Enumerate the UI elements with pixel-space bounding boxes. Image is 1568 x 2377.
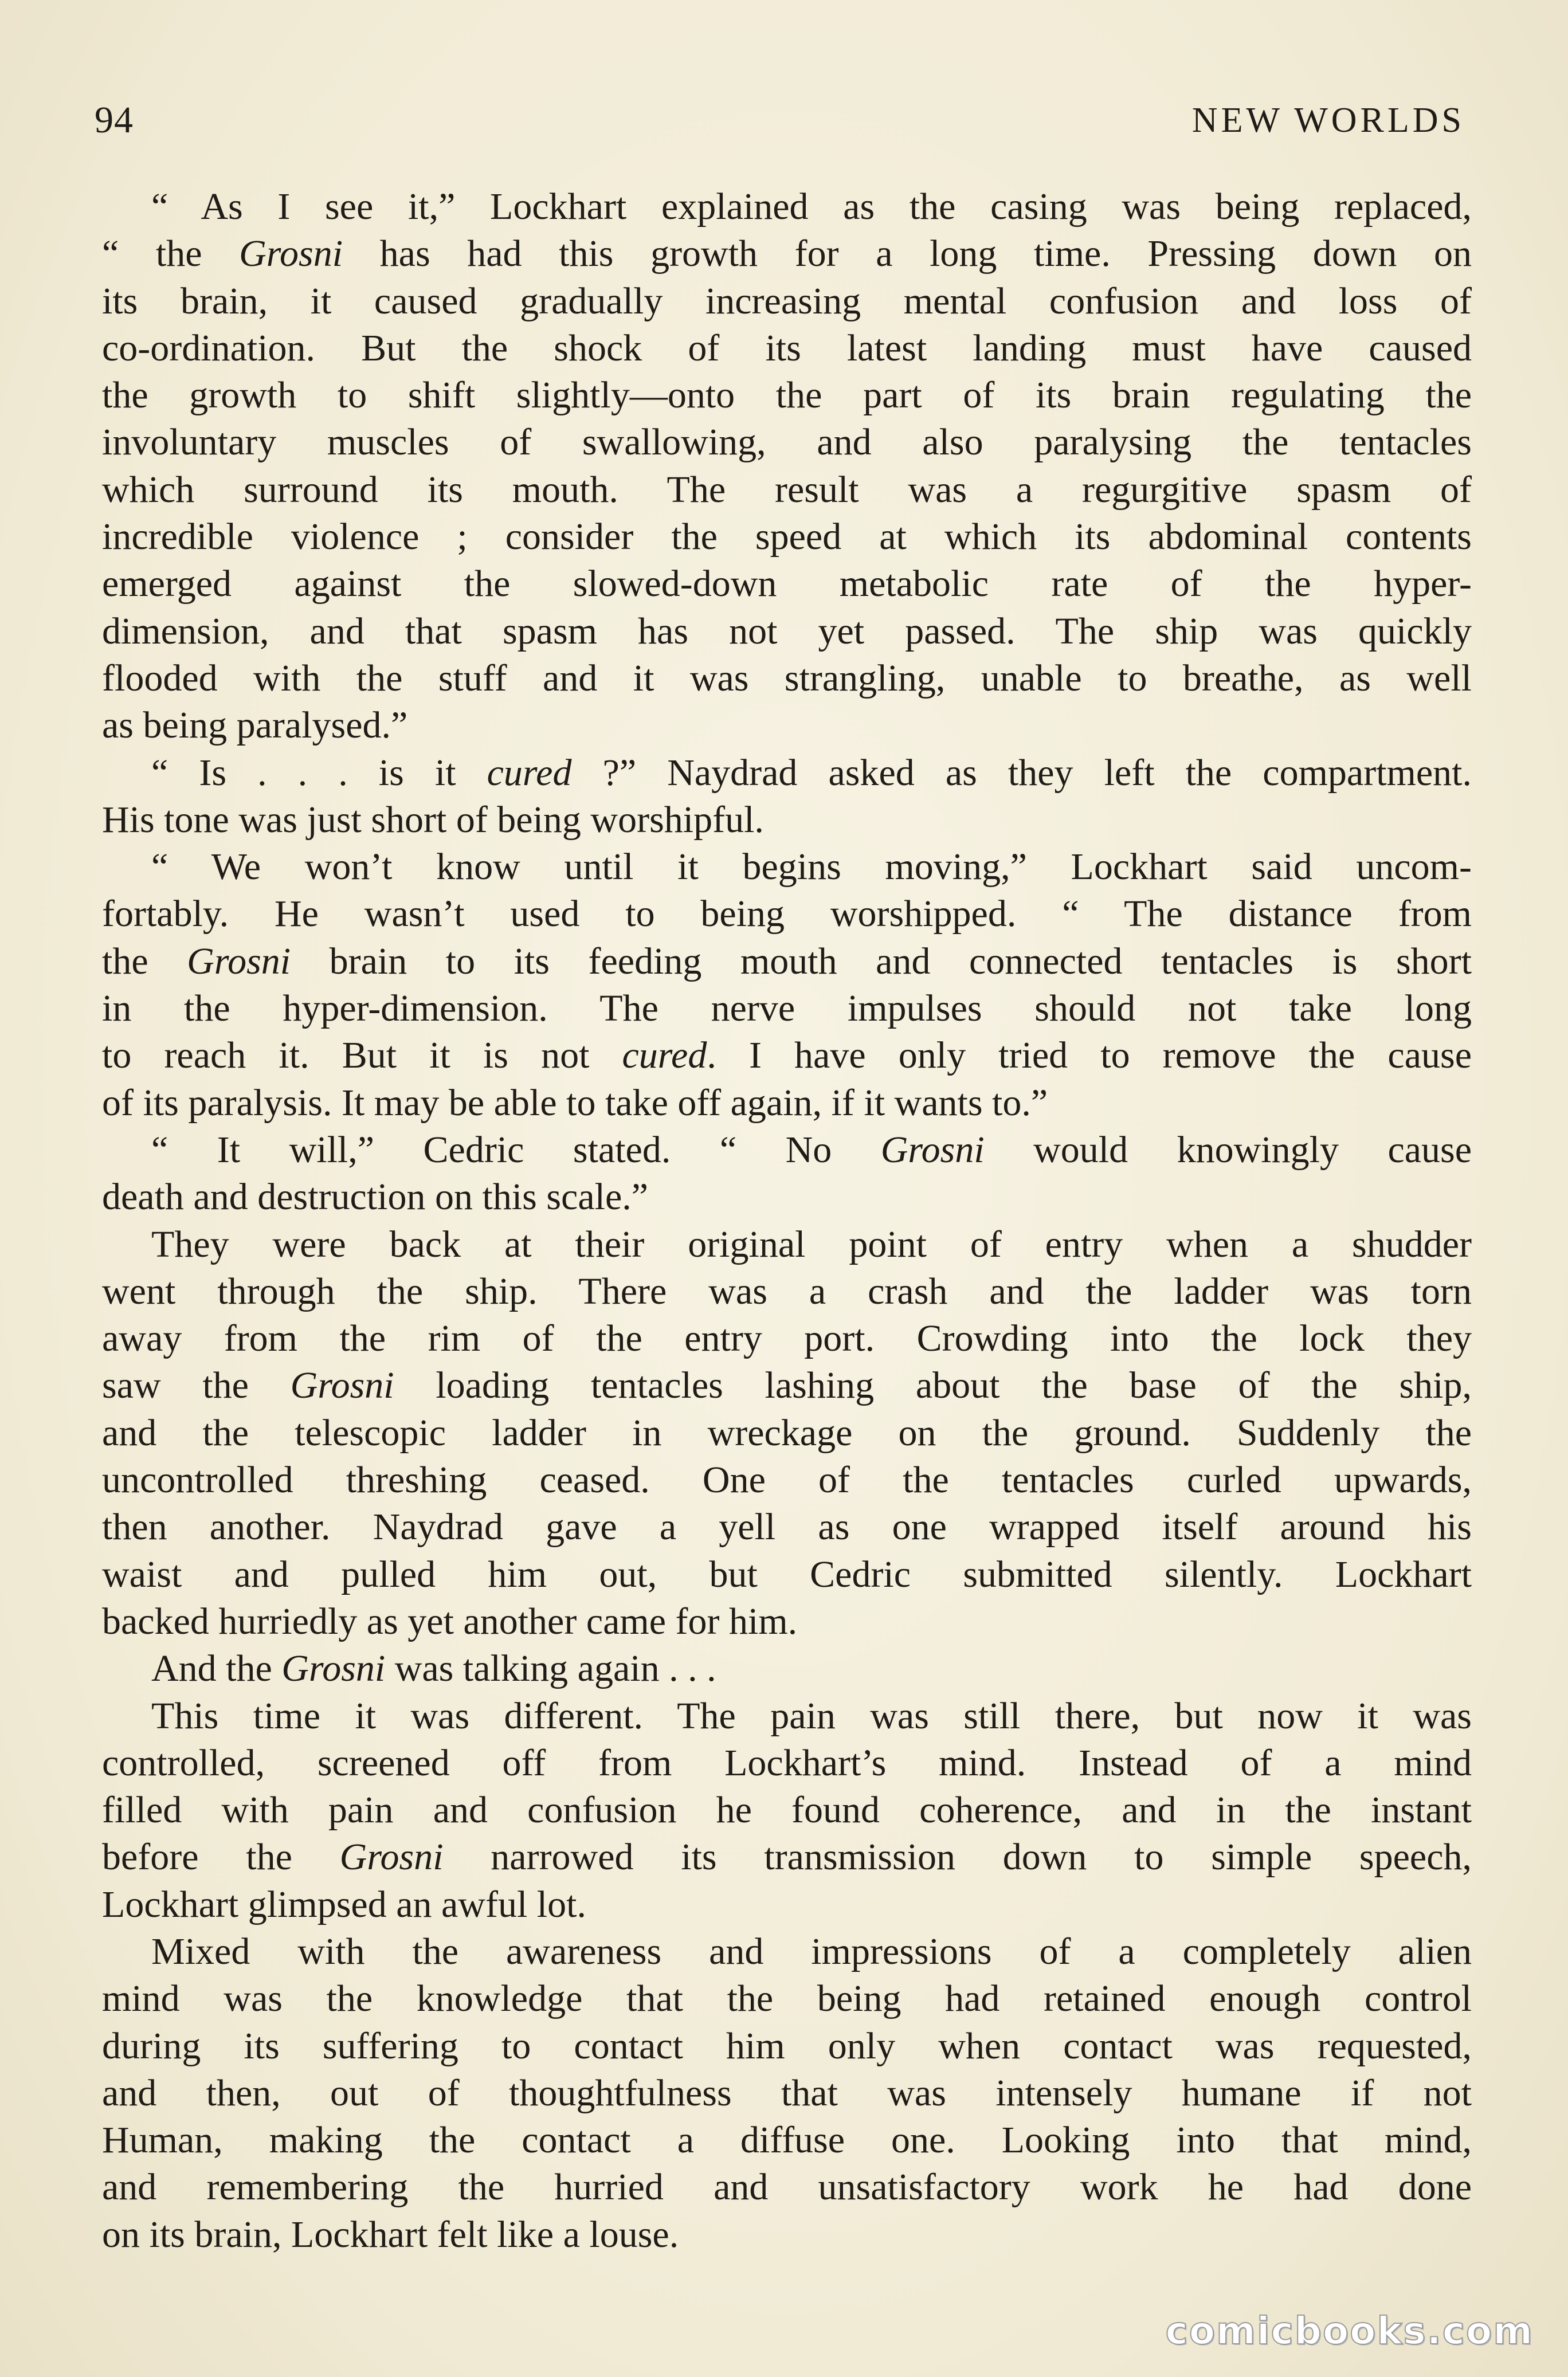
- text-line: waist and pulled him out, but Cedric submitted silently. Lockhart: [102, 1553, 1472, 1595]
- italic-word: Grosni: [339, 1836, 444, 1878]
- text-line: during its suffering to contact him only when contact was requested,: [102, 2025, 1472, 2067]
- text-line: co-ordination. But the shock of its latest landing must have caused: [102, 327, 1472, 369]
- text-line: the Grosni brain to its feeding mouth and connected tentacles is short: [102, 940, 1472, 982]
- text-line: Mixed with the awareness and impressions of a completely alien: [151, 1930, 1472, 1972]
- paragraph: [102, 750, 1472, 844]
- text-line: “ the Grosni has had this growth for a long time. Pressing down on: [102, 233, 1472, 275]
- text-line: of its paralysis. It may be able to take off again, if it wants to.”: [102, 1081, 1048, 1124]
- text-line: “ As I see it,” Lockhart explained as the casing was being replaced,: [151, 186, 1472, 227]
- text-line: as being paralysed.”: [102, 704, 408, 747]
- page-header: [95, 89, 1465, 152]
- italic-word: cured: [487, 751, 572, 794]
- paragraph: [102, 844, 1472, 1127]
- text-line: the growth to shift slightly—onto the part of its brain regulating the: [102, 374, 1472, 417]
- watermark: comicbooks.com: [1165, 2309, 1534, 2353]
- italic-word: Grosni: [281, 1648, 386, 1690]
- text-line: to reach it. But it is not cured. I have only tried to remove the cause: [102, 1034, 1472, 1077]
- text-line: incredible violence ; consider the speed at which its abdominal contents: [102, 516, 1472, 558]
- text-line: uncontrolled threshing ceased. One of the tentacles curled upwards,: [102, 1459, 1472, 1501]
- italic-word: Grosni: [880, 1128, 985, 1171]
- italic-word: Grosni: [239, 233, 343, 275]
- text-line: its brain, it caused gradually increasing mental confusion and loss of: [102, 280, 1472, 322]
- text-line: They were back at their original point of entry when a shudder: [151, 1223, 1472, 1265]
- text-line: went through the ship. There was a crash and the ladder was torn: [102, 1270, 1472, 1312]
- text-line: flooded with the stuff and it was strangling, unable to breathe, as well: [102, 657, 1472, 699]
- text-line: mind was the knowledge that the being had retained enough control: [102, 1978, 1472, 2020]
- text-line: fortably. He wasn’t used to being worshipped. “ The distance from: [102, 893, 1472, 935]
- text-line: backed hurriedly as yet another came for him.: [102, 1600, 798, 1642]
- text-line: “ Is . . . is it cured ?” Naydrad asked as they left the compartment.: [151, 751, 1472, 794]
- text-line: Human, making the contact a diffuse one. Looking into that mind,: [102, 2119, 1472, 2162]
- italic-word: Grosni: [187, 940, 291, 982]
- text-line: before the Grosni narrowed its transmission down to simple speech,: [102, 1836, 1472, 1878]
- paragraph: [102, 1928, 1472, 2258]
- paragraph: [102, 183, 1472, 750]
- text-line: and then, out of thoughtfulness that was intensely humane if not: [102, 2072, 1472, 2114]
- text-line: This time it was different. The pain was still there, but now it was: [151, 1695, 1472, 1737]
- text-line: on its brain, Lockhart felt like a louse.: [102, 2213, 679, 2256]
- text-line: dimension, and that spasm has not yet passed. The ship was quickly: [102, 610, 1472, 652]
- text-line: “ It will,” Cedric stated. “ No Grosni would knowingly cause: [151, 1128, 1472, 1171]
- text-line: “ We won’t know until it begins moving,” Lockhart said uncom-: [151, 846, 1472, 888]
- running-head: NEW WORLDS: [1191, 101, 1465, 140]
- text-line: which surround its mouth. The result was a regurgitive spasm of: [102, 468, 1472, 511]
- paragraph: [102, 1693, 1472, 1928]
- text-line: away from the rim of the entry port. Crowding into the lock they: [102, 1317, 1472, 1360]
- text-line: And the Grosni was talking again . . .: [151, 1648, 716, 1690]
- text-line: in the hyper-dimension. The nerve impulses should not take long: [102, 987, 1472, 1030]
- italic-word: cured: [622, 1034, 707, 1077]
- text-line: Lockhart glimpsed an awful lot.: [102, 1883, 586, 1925]
- text-line: and remembering the hurried and unsatisfactory work he had done: [102, 2166, 1472, 2209]
- body-text: [102, 183, 1472, 2258]
- paragraph: [102, 1127, 1472, 1221]
- text-line: death and destruction on this scale.”: [102, 1176, 649, 1218]
- italic-word: Grosni: [290, 1364, 394, 1407]
- text-line: emerged against the slowed-down metabolic rate of the hyper-: [102, 563, 1472, 605]
- text-line: controlled, screened off from Lockhart’s mind. Instead of a mind: [102, 1741, 1472, 1784]
- text-line: involuntary muscles of swallowing, and also paralysing the tentacles: [102, 421, 1472, 464]
- text-line: then another. Naydrad gave a yell as one wrapped itself around his: [102, 1506, 1472, 1548]
- page-number: 94: [95, 99, 134, 141]
- text-line: saw the Grosni loading tentacles lashing about the base of the ship,: [102, 1364, 1472, 1407]
- text-line: and the telescopic ladder in wreckage on the ground. Suddenly the: [102, 1411, 1472, 1454]
- text-line: His tone was just short of being worshipful.: [102, 798, 764, 841]
- text-line: filled with pain and confusion he found coherence, and in the instant: [102, 1789, 1472, 1831]
- paragraph: [102, 1221, 1472, 1646]
- paragraph: [102, 1645, 1472, 1692]
